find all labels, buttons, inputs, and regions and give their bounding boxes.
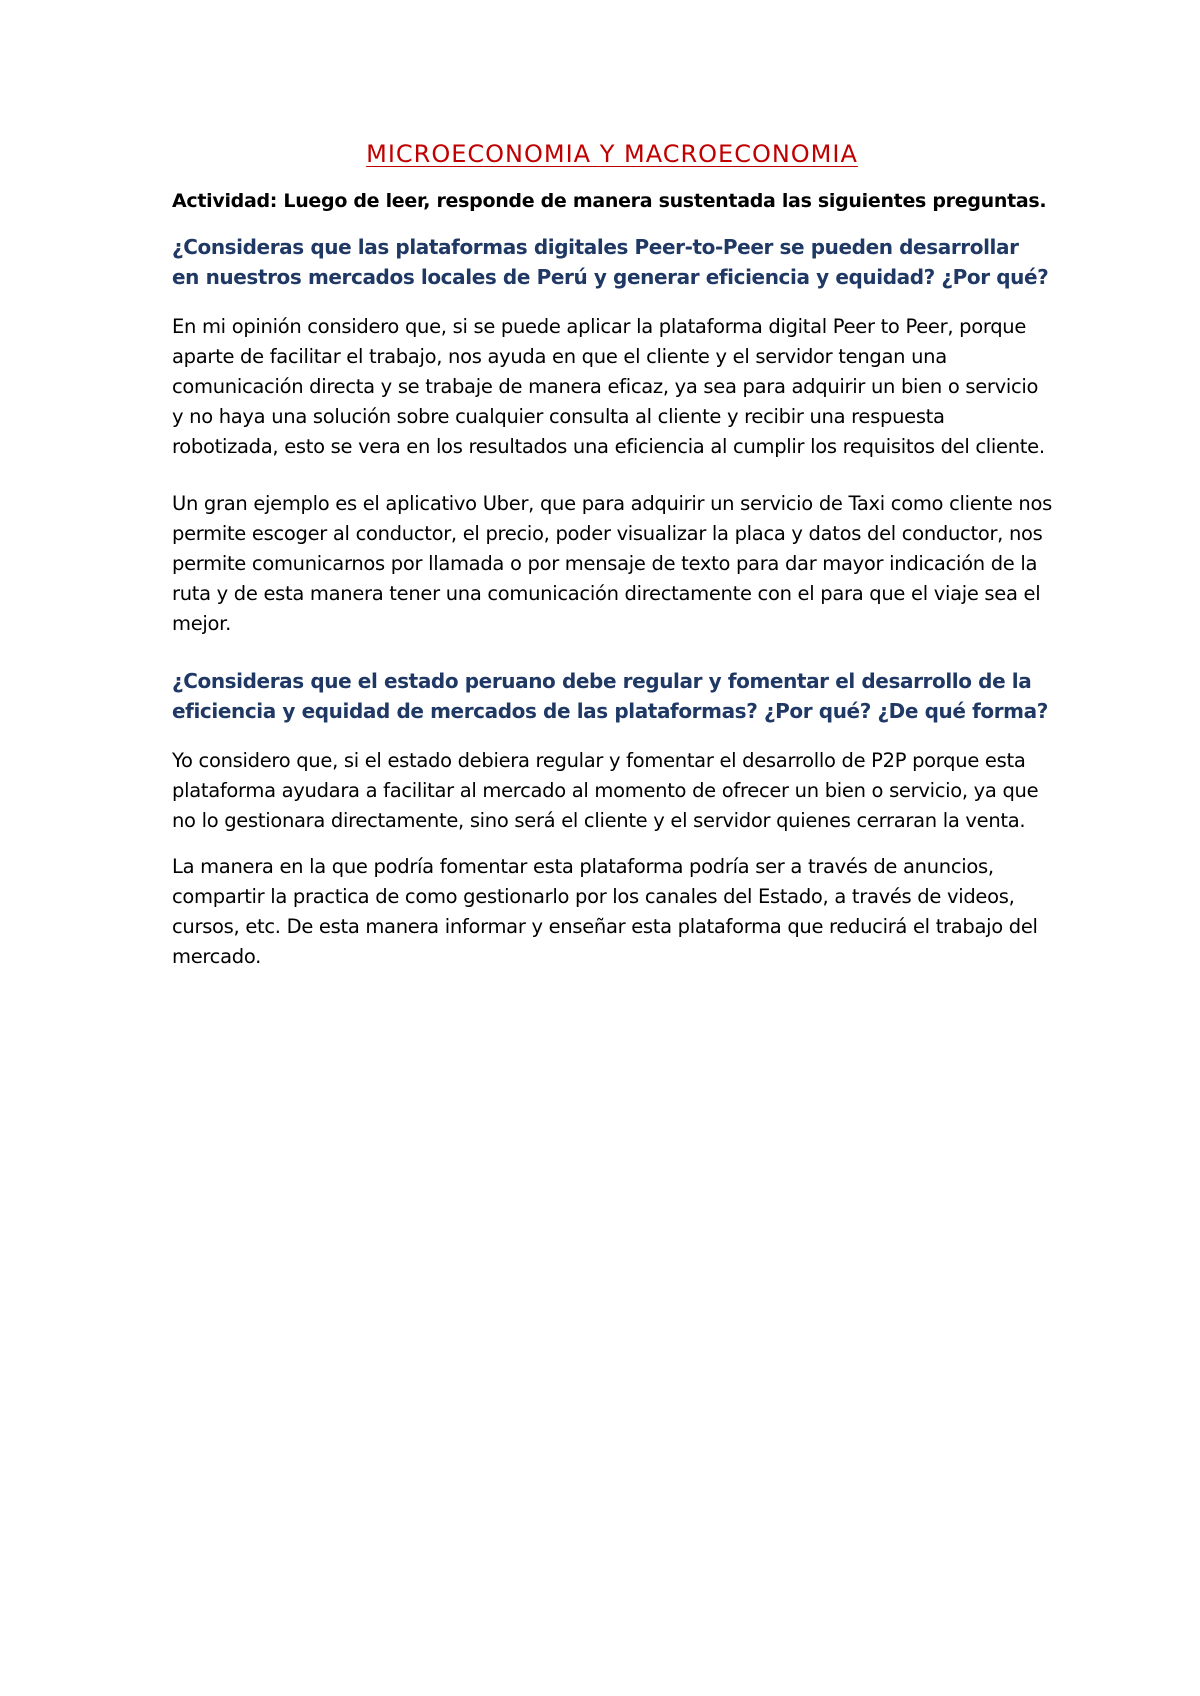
question-1: ¿Consideras que las plataformas digitales Peer-to-Peer se pueden desarrollar en nuestros mercados locales de Perú y generar eficiencia y equidad? ¿Por qué? — [172, 235, 1049, 289]
answer-2-paragraph-2: La manera en la que podría fomentar esta plataforma podría ser a través de anuncios, compartir la practica de como gestionarlo por los canales del Estado, a través de videos, cursos, etc. De esta manera informar y enseñar esta plataforma que reducirá el trabajo del mercado. — [172, 855, 1038, 968]
question-2: ¿Consideras que el estado peruano debe regular y fomentar el desarrollo de la eficiencia y equidad de mercados de las plataformas? ¿Por qué? ¿De qué forma? — [172, 669, 1048, 723]
answer-1-paragraph-1: En mi opinión considero que, si se puede aplicar la plataforma digital Peer to Peer, porque aparte de facilitar el trabajo, nos ayuda en que el cliente y el servidor tengan una comunicación directa y se trabaje de manera eficaz, ya sea para adquirir un bien o servicio y no haya una solución sobre cualquier consulta al cliente y recibir una respuesta robotizada, esto se vera en los resultados una eficiencia al cumplir los requisitos del cliente. — [172, 315, 1045, 458]
document-title: MICROECONOMIA Y MACROECONOMIA — [366, 140, 858, 168]
activity-instruction: Actividad: Luego de leer, responde de manera sustentada las siguientes preguntas. — [172, 190, 1047, 212]
answer-2-paragraph-1: Yo considero que, si el estado debiera regular y fomentar el desarrollo de P2P porque esta plataforma ayudara a facilitar al mercado al momento de ofrecer un bien o servicio, ya que no lo gestionara directamente, sino será el cliente y el servidor quienes cerraran la venta. — [172, 749, 1039, 832]
answer-1-paragraph-2: Un gran ejemplo es el aplicativo Uber, que para adquirir un servicio de Taxi como cliente nos permite escoger al conductor, el precio, poder visualizar la placa y datos del conductor, nos permite comunicarnos por llamada o por mensaje de texto para dar mayor indicación de la ruta y de esta manera tener una comunicación directamente con el para que el viaje sea el mejor. — [172, 492, 1052, 635]
document-page — [172, 140, 1052, 999]
